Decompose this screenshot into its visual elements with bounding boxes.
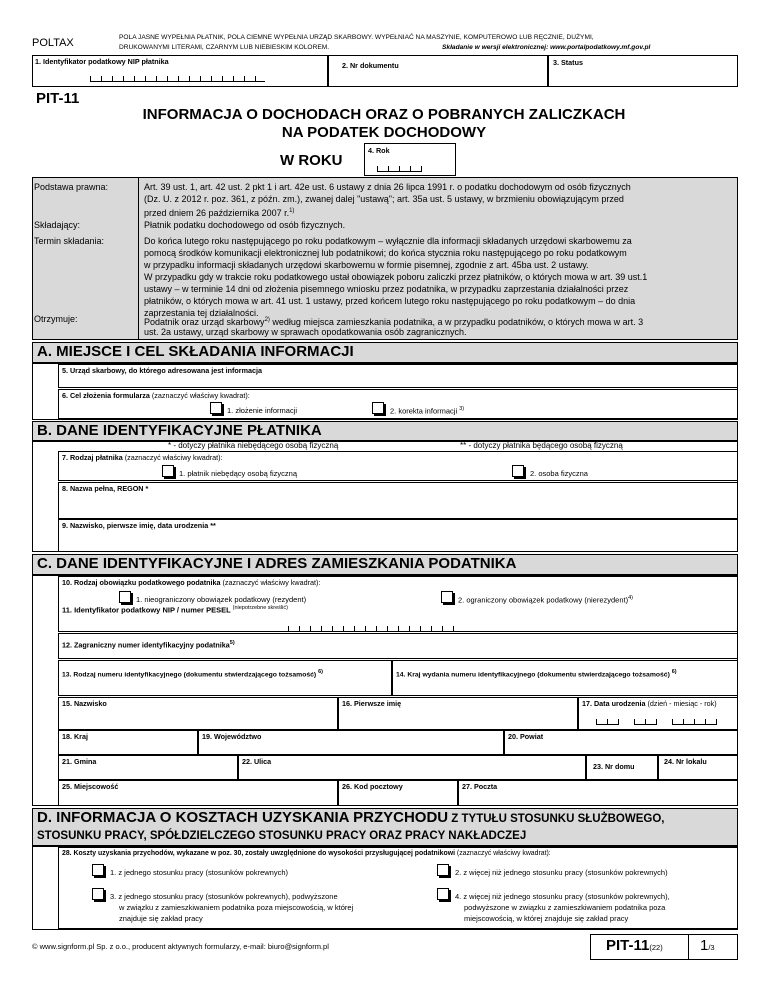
podstawa-label: Podstawa prawna: [34,182,109,192]
field-9-label: 9. Nazwisko, pierwsze imię, data urodzenia ** [62,521,216,530]
platnik-fizyczny-checkbox[interactable] [512,465,524,477]
field-27-poczta[interactable] [458,780,738,806]
field-12-label: 12. Zagraniczny numer identyfikacyjny podatnika$^{5)}$ [62,640,235,650]
cel-zlozenie-label: 1. złożenie informacji [227,406,298,415]
termin-text-7: zaprzestania tej działalności. [144,308,259,318]
field-2-label: 2. Nr dokumentu [342,61,399,70]
field-8-nazwa-regon[interactable] [58,482,738,519]
field-23-label: 23. Nr domu [593,762,635,771]
koszty-opt-3-checkbox[interactable] [92,888,104,900]
footer-credits: © www.signform.pl Sp. z o.o., producent aktywnych formularzy, e-mail: biuro@signform.pl [32,942,329,951]
section-b-note-1: * - dotyczy płatnika niebędącego osobą fizyczną [168,441,339,450]
field-20-label: 20. Powiat [508,732,544,741]
field-28-label: 28. Koszty uzyskania przychodów, wykazane w poz. 30, zostały uwzględnione do wysokości przysługującej podatnikowi (zaznaczyć właściwy kwadrat): [62,850,551,857]
form-code: PIT-11 [36,90,80,107]
termin-text-4: W przypadku gdy w trakcie roku podatkowego ustał obowiązek poboru zaliczki przez płatników, o których mowa w art. 39 ust.1 [144,272,648,282]
field-10-label: 10. Rodzaj obowiązku podatkowego podatnika (zaznaczyć właściwy kwadrat): [62,578,321,587]
nierezydent-label: 2. ograniczony obowiązek podatkowy (nierezydent)$^{4)}$ [458,595,633,605]
field-15-label: 15. Nazwisko [62,699,107,708]
koszty-opt-1-label: 1. z jednego stosunku pracy (stosunków pokrewnych) [110,868,289,877]
section-c-title: C. DANE IDENTYFIKACYJNE I ADRES ZAMIESZKANIA PODATNIKA [32,554,738,575]
section-d-title: D. INFORMACJA O KOSZTACH UZYSKANIA PRZYCHODU Z TYTUŁU STOSUNKU SŁUŻBOWEGO, STOSUNKU PRACY, SPÓŁDZIELCZEGO STOSUNKU PRACY ORAZ PRACY NAKŁADCZEJ [32,808,738,846]
w-roku-label: W ROKU [280,152,343,169]
platnik-fizyczny-label: 2. osoba fizyczna [530,469,588,478]
cel-korekta-label: 2. korekta informacji $^{3)}$ [390,406,465,416]
footer-form-code: PIT-11(22) [606,937,663,954]
termin-text-3: w przypadku informacji składanych urzędowi skarbowemu w formie pisemnej, zgodnie z art. 45ba ust. 2 ustawy. [144,260,589,270]
birth-year-ticks [672,719,717,725]
field-26-label: 26. Kod pocztowy [342,782,403,791]
instructions-line-2: DRUKOWANYMI LITERAMI, CZARNYM LUB NIEBIESKIM KOLOREM. [119,44,330,51]
section-b-title: B. DANE IDENTYFIKACYJNE PŁATNIKA [32,421,738,441]
cel-korekta-checkbox[interactable] [372,402,384,414]
field-8-label: 8. Nazwa pełna, REGON * [62,484,149,493]
birth-day-ticks [596,719,619,725]
rezydent-label: 1. nieograniczony obowiązek podatkowy (rezydent) [136,595,307,604]
field-25-label: 25. Miejscowość [62,782,119,791]
field-27-label: 27. Poczta [462,782,498,791]
nip-digit-ticks [90,76,265,82]
koszty-opt-3-line-2: w związku z zamieszkiwaniem podatnika poza miejscowością, w której [119,903,354,912]
field-24-label: 24. Nr lokalu [664,757,707,766]
rezydent-checkbox[interactable] [119,591,131,603]
field-19-label: 19. Województwo [202,732,262,741]
platnik-niefizyczny-checkbox[interactable] [162,465,174,477]
field-22-ulica[interactable] [238,755,586,780]
form-title-line-2: NA PODATEK DOCHODOWY [281,124,487,141]
field-18-label: 18. Kraj [62,732,88,741]
otrzymuje-text-1: Podatnik oraz urząd skarbowy$^{2)}$ według miejsca zamieszkania podatnika, a w przypadku podatników, o których mowa w art. 3 [144,317,644,327]
podstawa-text-2: (Dz. U. z 2012 r. poz. 361, z późn. zm.), zwanej dalej "ustawą"; art. 35a ust. 5 ustawy, w brzmieniu obowiązującym przed [144,194,624,204]
koszty-opt-4-line-3: miejscowością, w której znajduje się zakład pracy [464,914,629,923]
termin-text-6: płatników, o których mowa w art. 41 ust. 1 ustawy, przed końcem lutego roku następującego po roku podatkowym – do dnia [144,296,636,306]
field-6-label: 6. Cel złożenia formularza (zaznaczyć właściwy kwadrat): [62,391,250,400]
field-1-label: 1. Identyfikator podatkowy NIP płatnika [35,57,169,66]
termin-label: Termin składania: [34,236,105,246]
field-11-label: 11. Identyfikator podatkowy NIP / numer PESEL $^{(niepotrzebne skreślić)}$ [62,605,288,615]
koszty-opt-3-line-3: znajduje się zakład pracy [119,914,203,923]
koszty-opt-2-checkbox[interactable] [437,864,449,876]
birth-month-ticks [634,719,657,725]
koszty-opt-2-label: 2. z więcej niż jednego stosunku pracy (stosunków pokrewnych) [455,868,668,877]
field-22-label: 22. Ulica [242,757,272,766]
podstawa-text-1: Art. 39 ust. 1, art. 42 ust. 2 pkt 1 i art. 42e ust. 6 ustawy z dnia 26 lipca 1991 r. o podatku dochodowym od osób fizycznych [144,182,631,192]
koszty-opt-4-line-1: 4. z więcej niż jednego stosunku pracy (stosunków pokrewnych), [455,892,670,901]
field-4-label: 4. Rok [368,146,390,155]
instructions-line-1: POLA JASNE WYPEŁNIA PŁATNIK, POLA CIEMNE WYPEŁNIA URZĄD SKARBOWY. WYPEŁNIAĆ NA MASZYNIE, KOMPUTEROWO LUB RĘCZNIE, DUŻYMI, [119,34,594,41]
koszty-opt-1-checkbox[interactable] [92,864,104,876]
koszty-opt-4-checkbox[interactable] [437,888,449,900]
podstawa-text-3: przed dniem 26 października 2007 r.$^{1)}$ [144,208,295,218]
field-16-label: 16. Pierwsze imię [342,699,402,708]
skladajacy-text: Płatnik podatku dochodowego od osób fizycznych. [144,220,346,230]
field-13-label: 13. Rodzaj numeru identyfikacyjnego (dokumentu stwierdzającego tożsamość) $^{6)}$ [62,669,323,679]
cel-zlozenie-checkbox[interactable] [210,402,222,414]
koszty-opt-4-line-2: podwyższone w związku z zamieszkiwaniem podatnika poza [464,903,666,912]
nierezydent-checkbox[interactable] [441,591,453,603]
termin-text-5: ustawy – w terminie 14 dni od złożenia pisemnego wniosku przez podatnika, w przypadku zaprzestania działalności przez [144,284,629,294]
skladajacy-label: Składający: [34,220,81,230]
field-7-label: 7. Rodzaj płatnika (zaznaczyć właściwy kwadrat): [62,453,223,462]
section-a-title: A. MIEJSCE I CEL SKŁADANIA INFORMACJI [32,342,738,363]
field-5-label: 5. Urząd skarbowy, do którego adresowana jest informacja [62,366,262,375]
field-2-nr-dokumentu [328,55,548,87]
termin-text-1: Do końca lutego roku następującego po roku podatkowym – wyłącznie dla informacji składanych urzędowi skarbowemu za [144,236,632,246]
year-digit-ticks [377,166,422,172]
platnik-niefizyczny-label: 1. płatnik niebędący osobą fizyczną [179,469,297,478]
field-21-label: 21. Gmina [62,757,97,766]
form-title-line-1: INFORMACJA O DOCHODACH ORAZ O POBRANYCH ZALICZKACH [142,106,626,123]
koszty-opt-3-line-1: 3. z jednego stosunku pracy (stosunków pokrewnych), podwyższone [110,892,338,901]
footer-page-number: 1/3 [700,937,715,954]
field-17-label: 17. Data urodzenia (dzień - miesiąc - rok) [582,699,717,708]
brand-label: POLTAX [32,37,74,49]
field-14-label: 14. Kraj wydania numeru identyfikacyjnego (dokumentu stwierdzającego tożsamość) $^{6)}$ [396,669,677,679]
termin-text-2: pomocą środków komunikacji elektronicznej lub podatnikowi; do końca stycznia roku następującego po roku podatkowym [144,248,627,258]
section-b-note-2: ** - dotyczy płatnika będącego osobą fizyczną [460,441,623,450]
electronic-submission-note: Składanie w wersji elektronicznej: www.portalpodatkowy.mf.gov.pl [442,44,651,51]
otrzymuje-text-2: ust. 2a ustawy, urząd skarbowy w sprawach opodatkowania osób zagranicznych. [144,327,467,337]
nip-pesel-digit-ticks[interactable] [288,626,463,632]
field-3-label: 3. Status [553,58,583,67]
otrzymuje-label: Otrzymuje: [34,314,78,324]
